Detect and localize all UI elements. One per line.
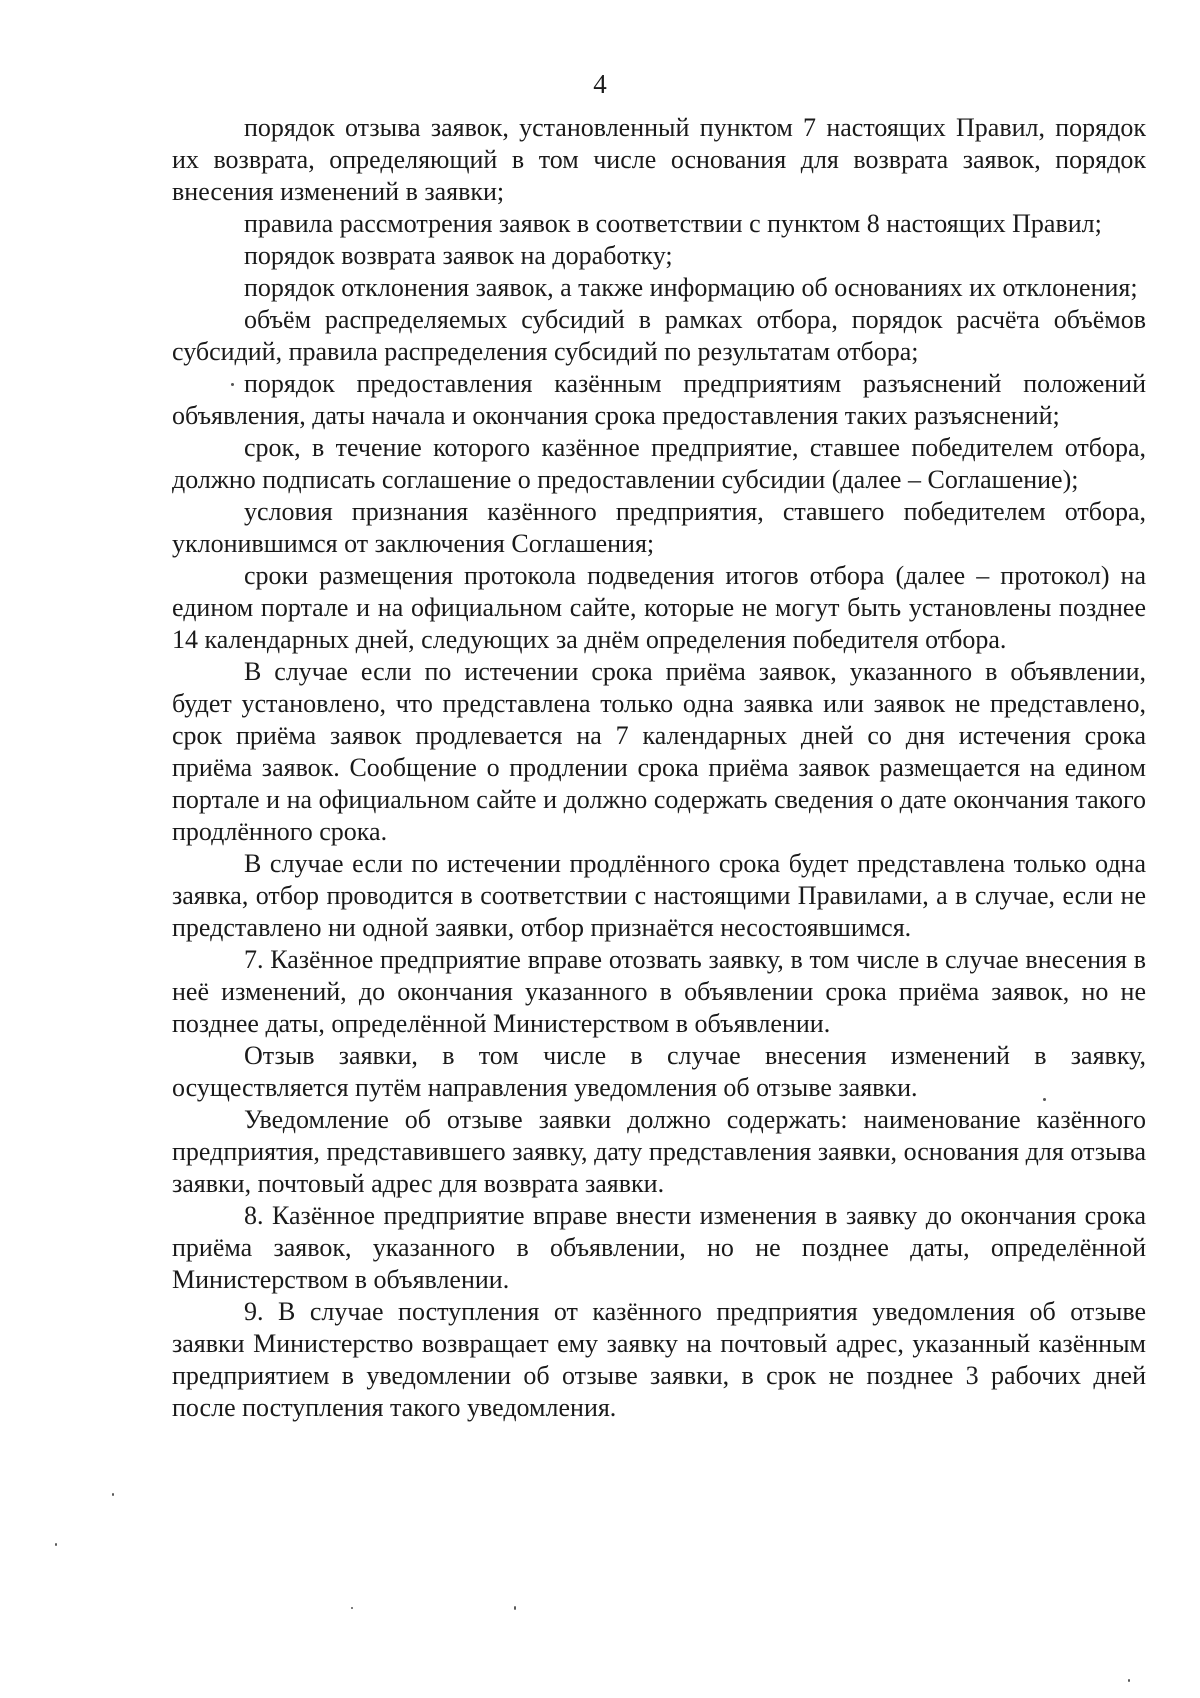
paragraph: порядок отзыва заявок, установленный пунктом 7 настоящих Правил, порядок их возврата, определяющий в том числе основания для возврата заявок, порядок внесения изменений в заявки; [172,113,1146,206]
paragraph: Уведомление об отзыве заявки должно содержать: наименование казённого предприятия, представившего заявку, дату представления заявки, основания для отзыва заявки, почтовый адрес для возврата заявки. [172,1105,1146,1198]
paragraph: объём распределяемых субсидий в рамках отбора, порядок расчёта объёмов субсидий, правила распределения субсидий по результатам отбора; [172,305,1146,366]
paragraph: срок, в течение которого казённое предприятие, ставшее победителем отбора, должно подписать соглашение о предоставлении субсидии (далее – Соглашение); [172,433,1146,494]
page-number: 4 [593,69,607,99]
paragraph: 7. Казённое предприятие вправе отозвать заявку, в том числе в случае внесения в неё изменений, до окончания указанного в объявлении срока приёма заявок, но не позднее даты, определённой Министерством в объявлении. [172,945,1146,1038]
paragraph: условия признания казённого предприятия, ставшего победителем отбора, уклонившимся от заключения Соглашения; [172,497,1146,558]
scan-speck [112,1493,114,1496]
paragraph: порядок отклонения заявок, а также информацию об основаниях их отклонения; [244,273,1138,302]
paragraph: порядок возврата заявок на доработку; [244,241,673,270]
paragraph: порядок предоставления казённым предприятиям разъяснений положений объявления, даты начала и окончания срока предоставления таких разъяснений; [172,369,1146,430]
paragraph: правила рассмотрения заявок в соответствии с пунктом 8 настоящих Правил; [244,209,1102,238]
paragraph: В случае если по истечении срока приёма заявок, указанного в объявлении, будет установлено, что представлена только одна заявка или заявок не представлено, срок приёма заявок продлевается на 7 календарных дней со дня истечения срока приёма заявок. Сообщение о продлении срока приёма заявок размещается на едином портале и на официальном сайте и должно содержать сведения о дате окончания такого продлённого срока. [172,657,1146,846]
scan-speck [351,1607,353,1609]
paragraph: 9. В случае поступления от казённого предприятия уведомления об отзыве заявки Министерство возвращает ему заявку на почтовый адрес, указанный казённым предприятием в уведомлении об отзыве заявки, в срок не позднее 3 рабочих дней после поступления такого уведомления. [172,1297,1146,1422]
paragraph: 8. Казённое предприятие вправе внести изменения в заявку до окончания срока приёма заявок, указанного в объявлении, но не позднее даты, определённой Министерством в объявлении. [172,1201,1146,1294]
document-body [172,112,1146,1424]
scan-speck [514,1606,516,1610]
paragraph: сроки размещения протокола подведения итогов отбора (далее – протокол) на едином портале и на официальном сайте, которые не могут быть установлены позднее 14 календарных дней, следующих за днём определения победителя отбора. [172,561,1146,654]
scan-speck [55,1543,57,1546]
scan-speck [231,383,234,386]
scan-speck [1043,1098,1046,1101]
paragraph: В случае если по истечении продлённого срока будет представлена только одна заявка, отбор проводится в соответствии с настоящими Правилами, а в случае, если не представлено ни одной заявки, отбор признаётся несостоявшимся. [172,849,1146,942]
scan-speck [1128,1679,1130,1682]
paragraph: Отзыв заявки, в том числе в случае внесения изменений в заявку, осуществляется путём направления уведомления об отзыве заявки. [172,1041,1146,1102]
